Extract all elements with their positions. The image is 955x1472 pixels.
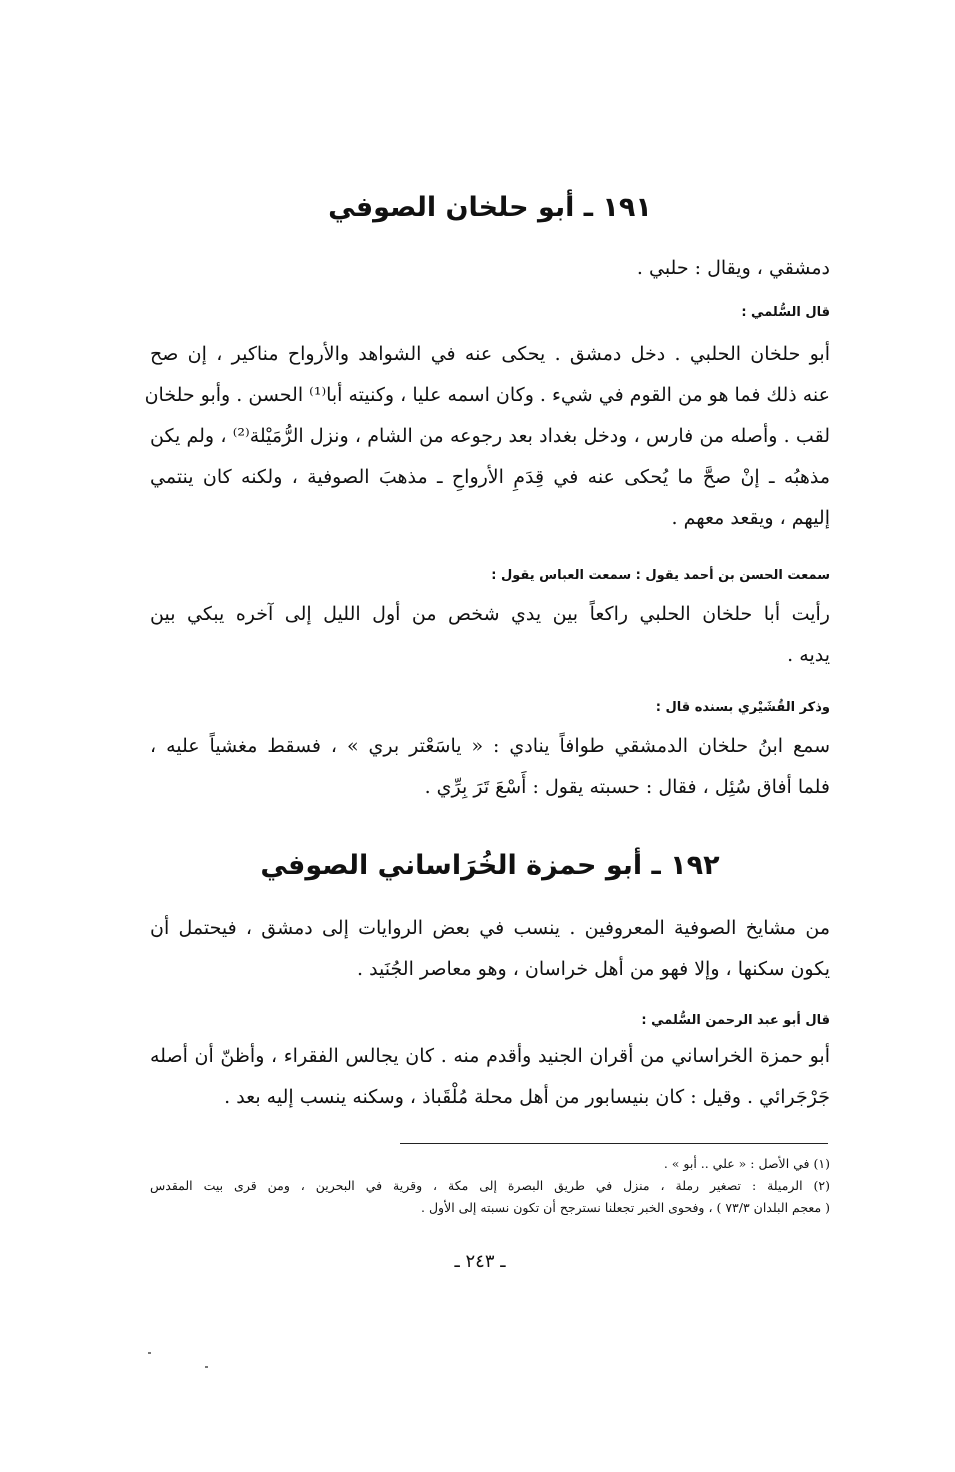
paragraph-line: يكون سكنها ، وإلا فهو من أهل خراسان ، وهو معاصر الجُنَيد . [357, 958, 830, 980]
footnote-2-line: (٢) الرميلة : تصغير رملة ، منزل في طريق البصرة إلى مكة ، وقرية في البحرين ، ومن قرى بيت المقدس [150, 1178, 830, 1193]
footnote-2-line: ( معجم البلدان ٧٣/٣ ) ، وفحوى الخبر تجعلنا نسترجح أن تكون نسبته إلى الأول . [421, 1200, 830, 1215]
entry-191-quote2-head-block [150, 565, 830, 587]
entry-191-quote3-paragraph [150, 726, 830, 808]
paragraph-line: من مشايخ الصوفية المعروفين . ينسب في بعض الروايات إلى دمشق ، فيحتمل أن [150, 917, 830, 939]
page-number: ـ ٢٤٣ ـ [454, 1251, 506, 1272]
entry-192-quote1-paragraph [150, 1036, 830, 1118]
paragraph-line: أبو حمزة الخراساني من أقران الجنيد وأقدم منه . كان يجالس الفقراء ، وأظنّ أن أصله [150, 1045, 830, 1067]
paragraph-line: رأيت أبا حلخان الحلبي راكعاً بين يدي شخص من أول الليل إلى آخره يبكي بين [150, 603, 830, 625]
entry-191-quote1-head-block [150, 302, 830, 324]
paragraph-line: أبو حلخان الحلبي . دخل دمشق . يحكى عنه في الشواهد والأرواح مناكير ، إن صح [150, 343, 830, 365]
entry-192-quote1-heading: قال أبو عبد الرحمن السُّلمي : [641, 1013, 830, 1028]
entry-191-quote1-paragraph [144, 334, 830, 539]
entry-192-intro-paragraph [150, 908, 830, 990]
paragraph-line: يديه . [787, 644, 830, 666]
entry-191-title: ١٩١ ـ أبو حلخان الصوفي [328, 192, 652, 223]
paragraph-line: عنه ذلك فما هو من القوم في شيء . وكان اسمه عليا ، وكنيته أبا⁽¹⁾ الحسن . وأبو حلخان [144, 384, 830, 406]
paragraph-line: لقب . وأصله من فارس ، ودخل بغداد بعد رجوعه من الشام ، ونزل الرُّمَيْلة⁽²⁾ ، ولم يكن [150, 425, 830, 447]
paragraph-line: جَرْجَرائي . وقيل : كان بنيسابور من أهل محلة مُلْقَباذ ، وسكنه ينسب إليه بعد . [224, 1086, 830, 1108]
footnote-1: (١) في الأصل : « علي .. أبو » . [663, 1156, 830, 1171]
entry-191-quote1-heading: قال السُّلمي : [741, 305, 830, 320]
entry-192-quote1-head-block [150, 1010, 830, 1032]
entry-191-intro-block [150, 248, 830, 289]
scan-speck [205, 1366, 208, 1368]
paragraph-line: سمع ابنُ حلخان الدمشقي طوافاً ينادي : « ياسَعْتر بري » ، فسقط مغشياً عليه ، [150, 735, 830, 757]
scan-speck [148, 1352, 151, 1354]
entry-191-quote2-paragraph [150, 594, 830, 676]
paragraph-line: فلما أفاق سُئِل ، فقال : حسبته يقول : أَسْعَ تَرَ بِرِّي . [424, 776, 830, 798]
entry-191-quote3-head-block [150, 697, 830, 719]
footnote-separator [400, 1143, 828, 1144]
footnotes [150, 1153, 830, 1219]
entry-191-intro: دمشقي ، ويقال : حلبي . [636, 257, 830, 279]
entry-191-quote2-heading: سمعت الحسن بن أحمد يقول : سمعت العباس يقول : [491, 568, 830, 583]
paragraph-line: مذهبُه ـ إنْ صحَّ ما يُحكى عنه في قِدَمِ الأرواحِ ـ مذهبَ الصوفية ، ولكنه كان ينتمي [150, 466, 830, 488]
entry-191-quote3-heading: وذكر القُشَيْري بسنده قال : [655, 700, 830, 715]
entry-192-title: ١٩٢ ـ أبو حمزة الخُرَاساني الصوفي [260, 850, 720, 881]
paragraph-line: إليهم ، ويقعد معهم . [671, 507, 830, 529]
